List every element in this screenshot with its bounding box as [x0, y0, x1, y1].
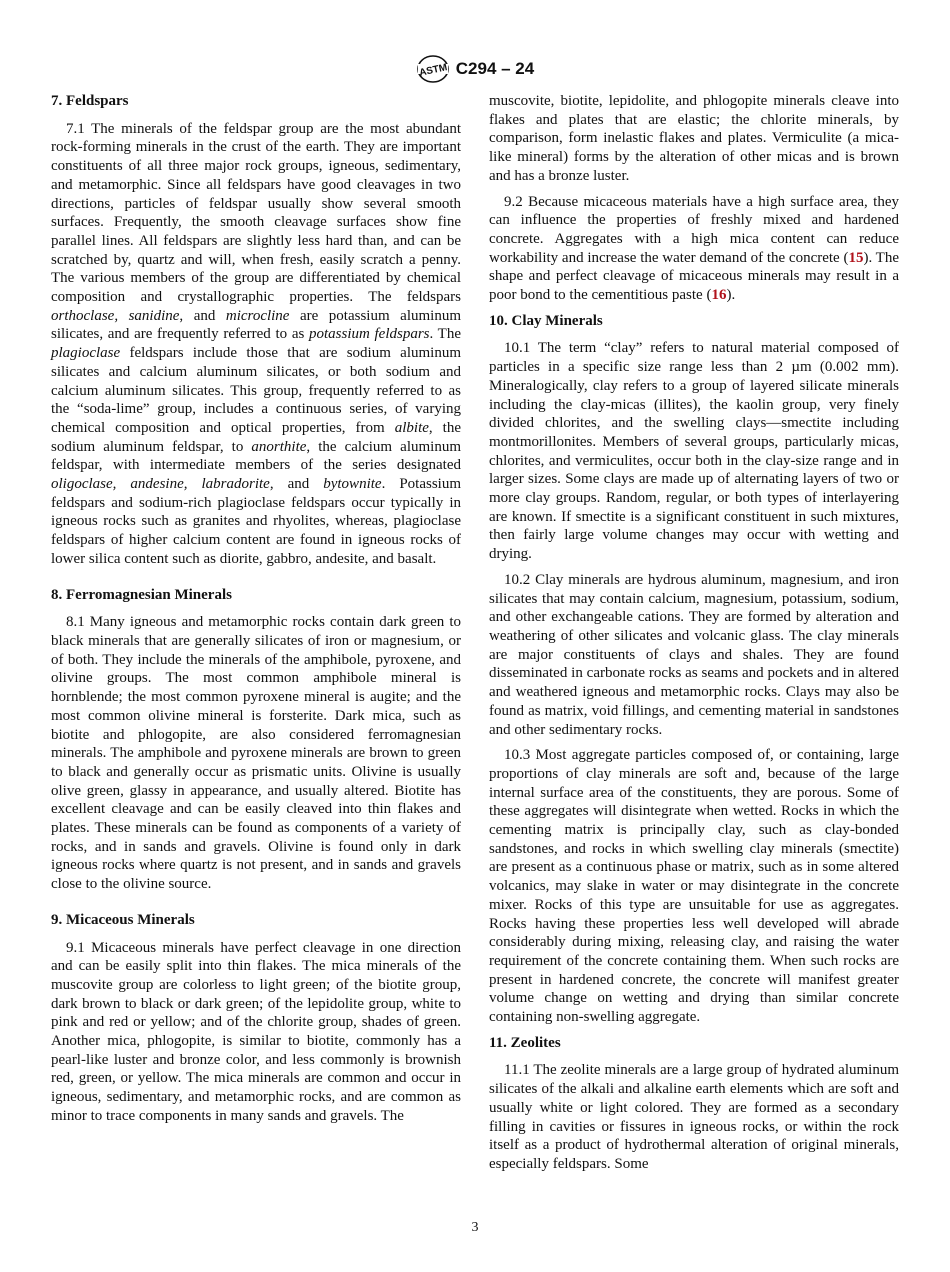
- astm-logo-icon: [416, 54, 450, 84]
- paragraph-7-1: 7.1 The minerals of the feldspar group are the most abundant rock-forming minerals in the crust of the earth. They are important constituents of all three major rock groups, igneous, sedimentary, and metamorphic. Since all feldspars have good cleavages in two directions, particles of feldspar usually show several smooth surfaces. Frequently, the smooth cleavage surfaces show fine parallel lines. All feldspars are slightly less hard than, and can be scratched by, quartz and will, when fresh, easily scratch a penny. The various members of the group are differentiated by chemical composition and crystallographic properties. The feldspars orthoclase, sanidine, and microcline are potassium aluminum silicates, and are frequently referred to as potassium feldspars. The plagioclase feldspars include those that are sodium aluminum silicates and calcium aluminum silicates, or both sodium and calcium aluminum silicates. This group, frequently referred to as the “soda-lime” group, includes a continuous series, of varying chemical composition and optical properties, from albite, the sodium aluminum feldspar, to anorthite, the calcium aluminum feldspar, with intermediate members of the series designated oligoclase, andesine, labradorite, and bytownite. Potassium feldspars and sodium-rich plagioclase feldspars occur typically in igneous rocks such as granites and rhyolites, whereas, plagioclase feldspars of higher calcium content are found in igneous rocks of lower silica content such as diorite, gabbro, andesite, and basalt.: [51, 120, 461, 567]
- section-11-heading: 11. Zeolites: [489, 1034, 561, 1051]
- paragraph-9-2: 9.2 Because micaceous materials have a high surface area, they can influence the properties of freshly mixed and hardened concrete. Aggregates with a high mica content can reduce workability and increase the water demand of the concrete (15). The shape and perfect cleavage of micaceous minerals may result in a poor bond to the cementitious paste (16).: [489, 193, 900, 304]
- section-8-heading: 8. Ferromagnesian Minerals: [51, 586, 232, 603]
- paragraph-10-2: 10.2 Clay minerals are hydrous aluminum, magnesium, and iron silicates that may contain calcium, magnesium, potassium, sodium, and other exchangeable cations. They are formed by alteration and weathering of other silicates and volcanic glass. The clay minerals are major constituents of clays and shales. They are found disseminated in carbonate rocks as seams and pockets and in altered and weathered igneous and metamorphic rocks. Clays may also be found as matrix, void fillings, and cementing material in sandstones and other sedimentary rocks.: [489, 571, 899, 738]
- paragraph-10-3: 10.3 Most aggregate particles composed of, or containing, large proportions of clay minerals are soft and, because of the large internal surface area of the constituents, they are porous. Some of these aggregates will disintegrate when wetted. Rocks in which the cementing matrix is principally clay, such as clay-bonded sandstones, and rocks in which swelling clay minerals (smectite) are present as a continuous phase or matrix, such as in some altered volcanics, may slake in water or may disintegrate in the concrete mixer. Rocks of this type are unsuitable for use as aggregates. Rocks having these properties less well developed will abrade considerably during mixing, releasing clay, and raising the water requirement of the concrete containing them. When such rocks are present in hardened concrete, the concrete will manifest greater volume change on wetting and drying than similar concrete containing non-swelling aggregate.: [489, 747, 899, 1026]
- paragraph-10-1: 10.1 The term “clay” refers to natural material composed of particles in a specific size range less than 2 µm (0.002 mm). Mineralogically, clay refers to a group of layered silicate minerals including the clay-micas (illites), the kaolin group, very finely divided chlorites, and the swelling clays—smectite including montmorillonites. Members of several groups, particularly micas, chlorites, and vermiculites, occur both in the clay-size range and in larger sizes. Some clays are made up of alternating layers of two or more clay groups. Random, regular, or both types of interlayering are known. If smectite is a significant constituent in such mixtures, then fairly large volume changes may occur with wetting and drying.: [489, 340, 899, 563]
- section-9-heading: 9. Micaceous Minerals: [51, 911, 195, 928]
- paragraph-9-1-part-1: 9.1 Micaceous minerals have perfect cleavage in one direction and can be easily split into thin flakes. The mica minerals of the muscovite group are colorless to light green; of the biotite group, dark brown to black or dark green; of the lepidolite group, white to pink and red or yellow; and of the chlorite group, shades of green. Another mica, phlogopite, is similar to biotite, commonly has a pearl-like luster and bronze color, and less commonly is brownish red, green, or yellow. The mica minerals are common and occur in igneous, sedimentary, and metamorphic rocks, and are common as minor to trace components in many sands and gravels. The: [51, 939, 461, 1124]
- paragraph-8-1: 8.1 Many igneous and metamorphic rocks contain dark green to black minerals that are generally silicates of iron or magnesium, or of both. They include the minerals of the amphibole, pyroxene, and olivine groups. The most common amphibole mineral is hornblende; the most common pyroxene mineral is augite; and the most common olivine mineral is forsterite. Dark mica, such as biotite and phlogopite, are also considered ferromagnesian minerals. The amphibole and pyroxene minerals are brown to green to black and generally occur as prismatic units. Olivine is usually olive green, glassy in appearance, and usually altered. Biotite has excellent cleavage and can be easily cleaved into thin flakes and plates. These minerals can be found as components of a variety of rocks, and in sands and gravels. Olivine is found only in dark igneous rocks where quartz is not present, and in sands and gravels close to the olivine source.: [51, 614, 461, 893]
- reference-link-16[interactable]: 16: [711, 287, 727, 304]
- paragraph-9-1-part-2: muscovite, biotite, lepidolite, and phlogopite minerals cleave into flakes and plates that are elastic; the chlorite minerals, by comparison, form inelastic flakes and plates. Vermiculite (a mica-like mineral) forms by the alteration of other micas and is brown and has a bronze luster.: [489, 93, 899, 184]
- left-column: [51, 92, 461, 1133]
- reference-link-15[interactable]: 15: [848, 249, 864, 266]
- section-10-heading: 10. Clay Minerals: [489, 312, 603, 329]
- right-column: [489, 92, 899, 1181]
- standard-designation: C294 – 24: [455, 59, 535, 78]
- svg-text:ASTM: ASTM: [418, 62, 449, 79]
- page-number: 3: [471, 1220, 479, 1235]
- page-header: [0, 54, 950, 84]
- section-7-heading: 7. Feldspars: [51, 93, 129, 109]
- paragraph-11-1: 11.1 The zeolite minerals are a large group of hydrated aluminum silicates of the alkali and alkaline earth elements which are soft and usually white or light colored. They are formed as a secondary filling in cavities or fissures in igneous rocks, or within the rock itself as a product of hydrothermal alteration of original minerals, especially feldspars. Some: [489, 1062, 899, 1172]
